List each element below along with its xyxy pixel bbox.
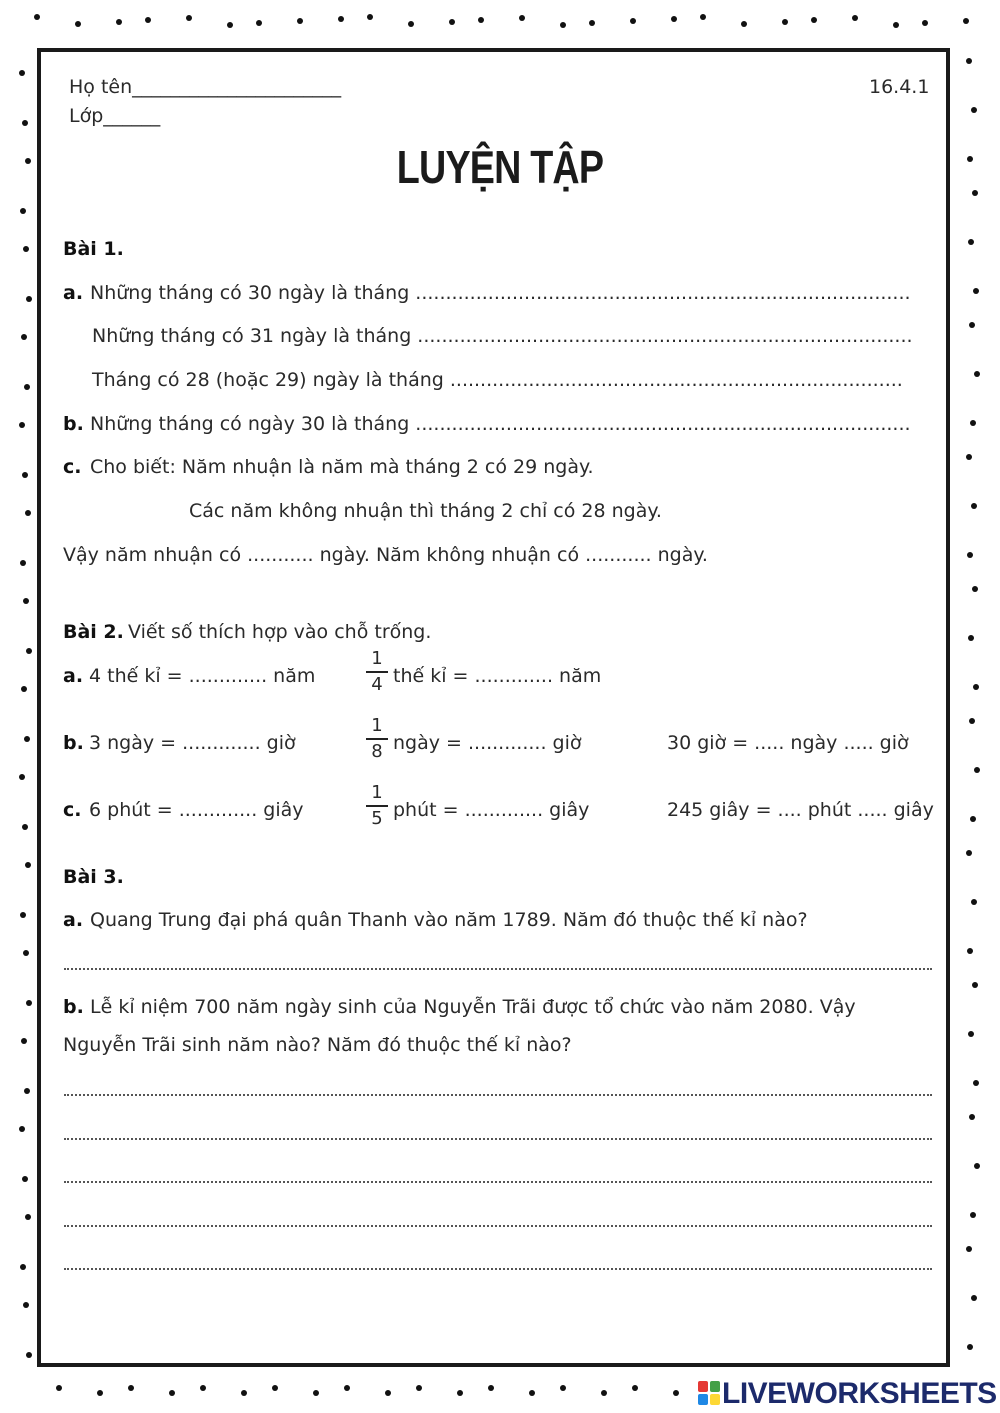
bai1-c-line3[interactable]: Vậy năm nhuận có ........... ngày. Năm không nhuận có ........... ngày. bbox=[63, 544, 708, 566]
decorative-dot bbox=[21, 334, 27, 340]
decorative-dot bbox=[97, 1390, 103, 1396]
answer-line[interactable] bbox=[64, 1138, 932, 1140]
bai1-c-line1: Cho biết: Năm nhuận là năm mà tháng 2 có 29 ngày. bbox=[90, 456, 594, 478]
bai1-c-marker: c. bbox=[63, 456, 82, 478]
page-title: LUYỆN TẬP bbox=[396, 141, 604, 193]
worksheet-code: 16.4.1 bbox=[869, 76, 930, 98]
decorative-dot bbox=[893, 22, 899, 28]
decorative-dot bbox=[673, 1390, 679, 1396]
fraction-denominator: 4 bbox=[371, 673, 383, 695]
decorative-dot bbox=[811, 17, 817, 23]
decorative-dot bbox=[26, 1000, 32, 1006]
answer-line[interactable] bbox=[64, 968, 932, 970]
decorative-dot bbox=[971, 1295, 977, 1301]
fraction-numerator: 1 bbox=[371, 648, 383, 669]
decorative-dot bbox=[973, 684, 979, 690]
decorative-dot bbox=[488, 1385, 494, 1391]
decorative-dot bbox=[966, 58, 972, 64]
bai2-heading: Bài 2. bbox=[63, 621, 124, 643]
liveworksheets-brand-text: LIVEWORKSHEETS bbox=[722, 1377, 997, 1410]
decorative-dot bbox=[20, 208, 26, 214]
decorative-dot bbox=[26, 1352, 32, 1358]
decorative-dot bbox=[297, 18, 303, 24]
decorative-dot bbox=[968, 239, 974, 245]
bai3-b-question-line1: Lễ kỉ niệm 700 năm ngày sinh của Nguyễn Trãi được tổ chức vào năm 2080. Vậy bbox=[90, 996, 856, 1018]
bai2-a-col2[interactable]: thế kỉ = ............. năm bbox=[393, 665, 602, 687]
fraction-numerator: 1 bbox=[371, 715, 383, 736]
decorative-dot bbox=[22, 472, 28, 478]
bai2-a-fraction bbox=[366, 649, 388, 695]
decorative-dot bbox=[22, 824, 28, 830]
bai2-instruction: Viết số thích hợp vào chỗ trống. bbox=[128, 621, 432, 643]
decorative-dot bbox=[25, 158, 31, 164]
decorative-dot bbox=[968, 635, 974, 641]
decorative-dot bbox=[457, 1390, 463, 1396]
bai1-b-marker: b. bbox=[63, 413, 84, 435]
decorative-dot bbox=[169, 1390, 175, 1396]
bai1-b-line[interactable]: Những tháng có ngày 30 là tháng .................................................................................. bbox=[90, 413, 911, 435]
decorative-dot bbox=[967, 552, 973, 558]
fraction-denominator: 8 bbox=[371, 740, 383, 762]
bai1-a-marker: a. bbox=[63, 282, 84, 304]
decorative-dot bbox=[700, 14, 706, 20]
answer-line[interactable] bbox=[64, 1225, 932, 1227]
decorative-dot bbox=[385, 1390, 391, 1396]
bai3-a-marker: a. bbox=[63, 909, 84, 931]
decorative-dot bbox=[974, 767, 980, 773]
decorative-dot bbox=[200, 1385, 206, 1391]
decorative-dot bbox=[344, 1385, 350, 1391]
decorative-dot bbox=[966, 1246, 972, 1252]
decorative-dot bbox=[966, 454, 972, 460]
decorative-dot bbox=[741, 21, 747, 27]
decorative-dot bbox=[20, 1264, 26, 1270]
decorative-dot bbox=[186, 15, 192, 21]
decorative-dot bbox=[969, 718, 975, 724]
decorative-dot bbox=[408, 21, 414, 27]
bai2-c-fraction bbox=[366, 783, 388, 829]
bai3-a-question: Quang Trung đại phá quân Thanh vào năm 1789. Năm đó thuộc thế kỉ nào? bbox=[90, 909, 808, 931]
decorative-dot bbox=[145, 17, 151, 23]
bai2-c-col3[interactable]: 245 giây = .... phút ..... giây bbox=[667, 799, 934, 821]
decorative-dot bbox=[227, 22, 233, 28]
decorative-dot bbox=[56, 1385, 62, 1391]
decorative-dot bbox=[782, 19, 788, 25]
decorative-dot bbox=[974, 371, 980, 377]
decorative-dot bbox=[25, 1214, 31, 1220]
decorative-dot bbox=[24, 384, 30, 390]
bai2-c-col2[interactable]: phút = ............. giây bbox=[393, 799, 590, 821]
decorative-dot bbox=[601, 1390, 607, 1396]
decorative-dot bbox=[560, 22, 566, 28]
bai2-a-col1[interactable]: 4 thế kỉ = ............. năm bbox=[89, 665, 316, 687]
answer-line[interactable] bbox=[64, 1268, 932, 1270]
decorative-dot bbox=[671, 16, 677, 22]
decorative-dot bbox=[24, 736, 30, 742]
bai1-a-line3[interactable]: Tháng có 28 (hoặc 29) ngày là tháng ........................................................................... bbox=[92, 369, 903, 391]
decorative-dot bbox=[19, 1126, 25, 1132]
decorative-dot bbox=[21, 1038, 27, 1044]
fraction-denominator: 5 bbox=[371, 807, 383, 829]
decorative-dot bbox=[367, 14, 373, 20]
decorative-dot bbox=[971, 899, 977, 905]
decorative-dot bbox=[970, 816, 976, 822]
decorative-dot bbox=[478, 17, 484, 23]
decorative-dot bbox=[972, 982, 978, 988]
decorative-dot bbox=[26, 648, 32, 654]
decorative-dot bbox=[19, 70, 25, 76]
decorative-dot bbox=[21, 686, 27, 692]
decorative-dot bbox=[22, 120, 28, 126]
decorative-dot bbox=[974, 1163, 980, 1169]
bai2-b-col3[interactable]: 30 giờ = ..... ngày ..... giờ bbox=[667, 732, 909, 754]
worksheet-frame bbox=[37, 48, 950, 1367]
decorative-dot bbox=[25, 862, 31, 868]
decorative-dot bbox=[968, 1031, 974, 1037]
bai1-heading: Bài 1. bbox=[63, 238, 124, 260]
decorative-dot bbox=[971, 503, 977, 509]
decorative-dot bbox=[972, 586, 978, 592]
decorative-dot bbox=[241, 1390, 247, 1396]
fraction-numerator: 1 bbox=[371, 782, 383, 803]
decorative-dot bbox=[272, 1385, 278, 1391]
answer-line[interactable] bbox=[64, 1094, 932, 1096]
liveworksheets-logo-icon bbox=[698, 1381, 720, 1405]
decorative-dot bbox=[416, 1385, 422, 1391]
bai2-b-col2[interactable]: ngày = ............. giờ bbox=[393, 732, 582, 754]
class-field-label[interactable]: Lớp______ bbox=[69, 105, 161, 127]
decorative-dot bbox=[967, 1344, 973, 1350]
bai2-b-col1[interactable]: 3 ngày = ............. giờ bbox=[89, 732, 296, 754]
decorative-dot bbox=[971, 107, 977, 113]
decorative-dot bbox=[256, 20, 262, 26]
decorative-dot bbox=[852, 15, 858, 21]
bai2-c-marker: c. bbox=[63, 799, 82, 821]
fraction-bar bbox=[366, 805, 388, 807]
decorative-dot bbox=[519, 15, 525, 21]
decorative-dot bbox=[23, 950, 29, 956]
bai1-c-line2: Các năm không nhuận thì tháng 2 chỉ có 28 ngày. bbox=[189, 500, 662, 522]
decorative-dot bbox=[963, 18, 969, 24]
fraction-bar bbox=[366, 671, 388, 673]
bai3-b-marker: b. bbox=[63, 996, 84, 1018]
decorative-dot bbox=[970, 420, 976, 426]
decorative-dot bbox=[966, 850, 972, 856]
decorative-dot bbox=[969, 322, 975, 328]
decorative-dot bbox=[24, 1088, 30, 1094]
decorative-dot bbox=[23, 1302, 29, 1308]
decorative-dot bbox=[22, 1176, 28, 1182]
decorative-dot bbox=[970, 1212, 976, 1218]
decorative-dot bbox=[589, 20, 595, 26]
bai3-heading: Bài 3. bbox=[63, 866, 124, 888]
fraction-bar bbox=[366, 738, 388, 740]
decorative-dot bbox=[26, 296, 32, 302]
decorative-dot bbox=[529, 1390, 535, 1396]
decorative-dot bbox=[967, 156, 973, 162]
decorative-dot bbox=[75, 21, 81, 27]
decorative-dot bbox=[449, 19, 455, 25]
decorative-dot bbox=[313, 1390, 319, 1396]
bai2-b-fraction bbox=[366, 716, 388, 762]
decorative-dot bbox=[34, 14, 40, 20]
bai1-a-line1[interactable]: Những tháng có 30 ngày là tháng .................................................................................. bbox=[90, 282, 911, 304]
bai2-c-col1[interactable]: 6 phút = ............. giây bbox=[89, 799, 304, 821]
decorative-dot bbox=[20, 912, 26, 918]
decorative-dot bbox=[922, 20, 928, 26]
decorative-dot bbox=[20, 560, 26, 566]
bai1-a-line2[interactable]: Những tháng có 31 ngày là tháng .................................................................................. bbox=[92, 325, 913, 347]
answer-line[interactable] bbox=[64, 1181, 932, 1183]
decorative-dot bbox=[560, 1385, 566, 1391]
decorative-dot bbox=[19, 774, 25, 780]
decorative-dot bbox=[973, 1080, 979, 1086]
decorative-dot bbox=[969, 1114, 975, 1120]
bai2-b-marker: b. bbox=[63, 732, 84, 754]
decorative-dot bbox=[23, 246, 29, 252]
decorative-dot bbox=[116, 19, 122, 25]
decorative-dot bbox=[19, 422, 25, 428]
bai2-a-marker: a. bbox=[63, 665, 84, 687]
decorative-dot bbox=[25, 510, 31, 516]
decorative-dot bbox=[23, 598, 29, 604]
decorative-dot bbox=[967, 948, 973, 954]
decorative-dot bbox=[973, 288, 979, 294]
decorative-dot bbox=[632, 1385, 638, 1391]
decorative-dot bbox=[338, 16, 344, 22]
decorative-dot bbox=[630, 18, 636, 24]
decorative-dot bbox=[972, 190, 978, 196]
bai3-b-question-line2: Nguyễn Trãi sinh năm nào? Năm đó thuộc thế kỉ nào? bbox=[63, 1034, 572, 1056]
decorative-dot bbox=[128, 1385, 134, 1391]
name-field-label[interactable]: Họ tên______________________ bbox=[69, 76, 342, 98]
